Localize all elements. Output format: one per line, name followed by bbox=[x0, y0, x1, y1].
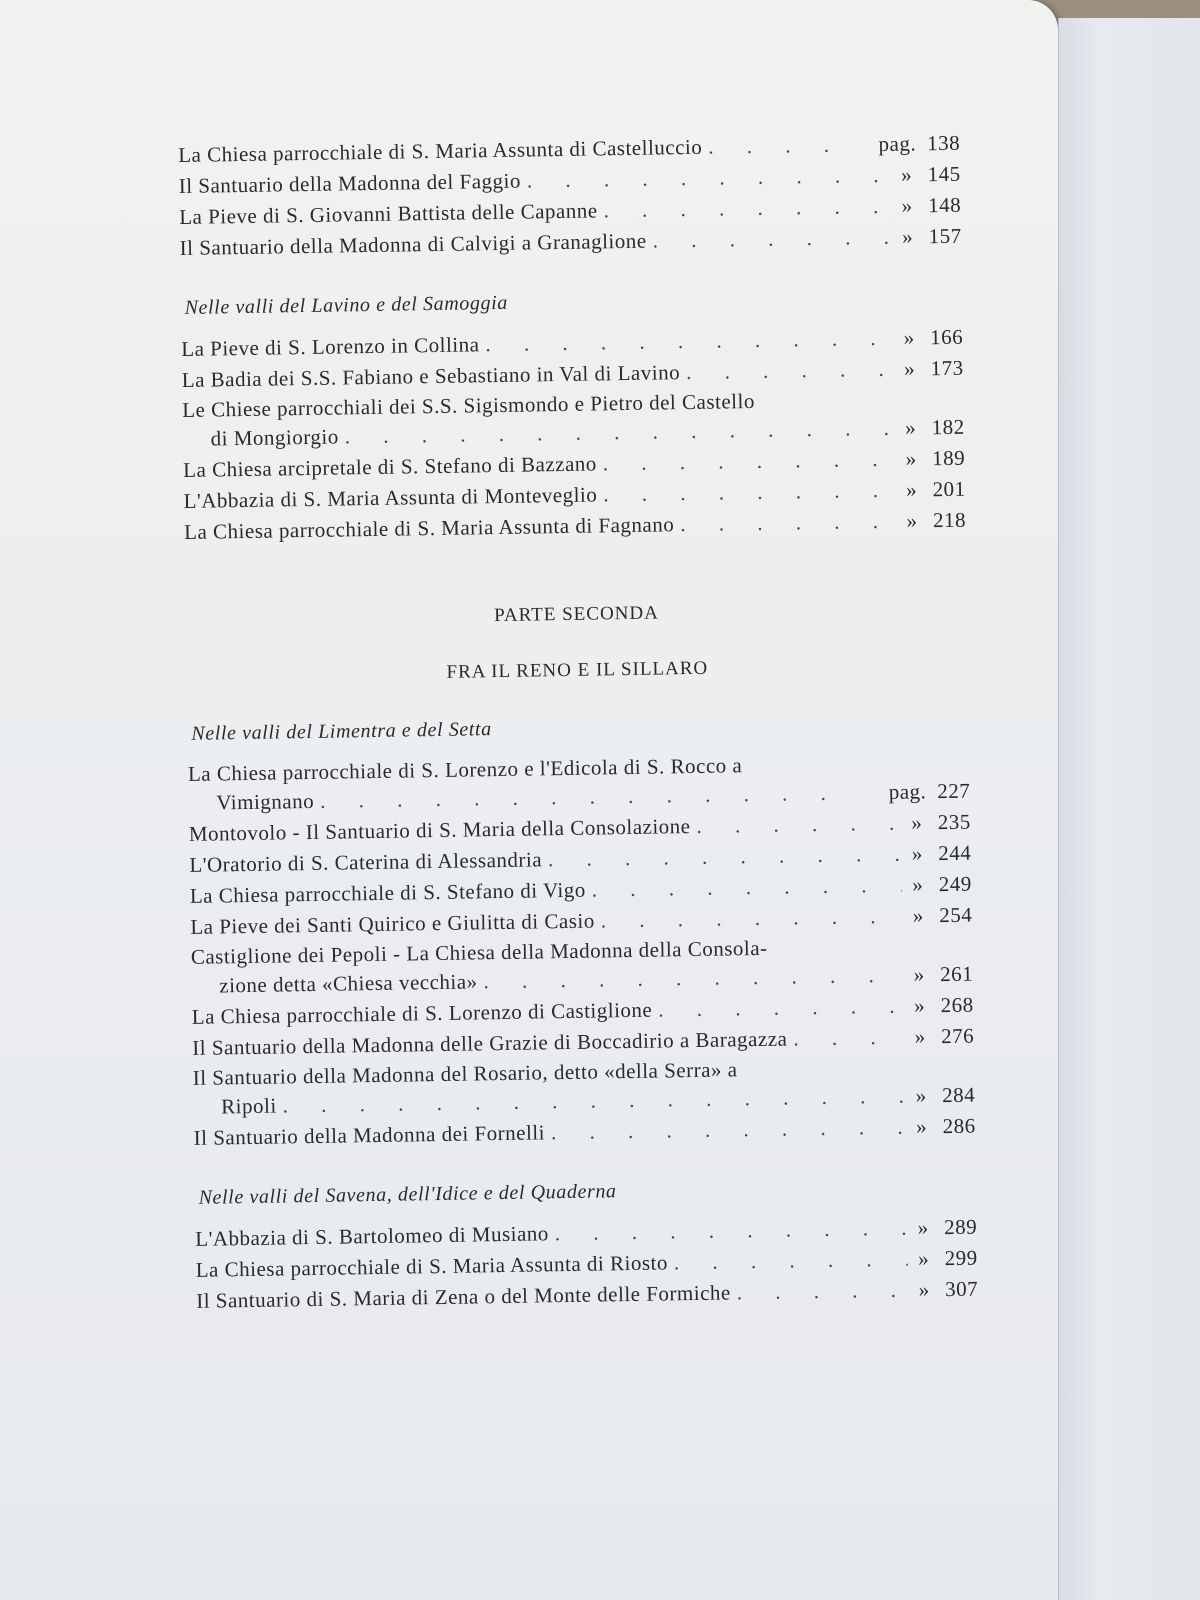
toc-entry-title: Il Santuario della Madonna di Calvigi a Granaglione bbox=[179, 228, 647, 260]
leader-dots bbox=[686, 354, 894, 388]
toc-entry-page: 166 bbox=[930, 324, 964, 350]
toc-entry-title: La Chiesa parrocchiale di S. Stefano di Vigo bbox=[189, 877, 586, 908]
toc-entry-ref: » bbox=[906, 508, 918, 533]
toc-entry-page: 307 bbox=[944, 1276, 979, 1302]
toc-entry-ref: » bbox=[901, 224, 914, 249]
toc-entry-page: 138 bbox=[926, 130, 961, 156]
toc-entry-page: 173 bbox=[930, 355, 964, 381]
toc-entry-title: zione detta «Chiesa vecchia» bbox=[219, 969, 478, 998]
toc-entry-title: L'Abbazia di S. Bartolomeo di Musiano bbox=[195, 1221, 549, 1251]
toc-entry-page: 201 bbox=[932, 476, 966, 502]
leader-dots bbox=[652, 222, 891, 257]
toc-entry-title: L'Oratorio di S. Caterina di Alessandria bbox=[189, 847, 543, 877]
toc-entry-ref: » bbox=[914, 1024, 926, 1049]
toc-entry-ref: pag. bbox=[888, 779, 927, 804]
toc-entry-page: 182 bbox=[931, 414, 965, 440]
toc-entry-title: Il Santuario della Madonna del Faggio bbox=[178, 168, 522, 198]
toc-entry-title-line1: Le Chiese parrocchiali dei S.S. Sigismondo e Pietro del Castello bbox=[182, 388, 756, 422]
toc-entry-ref: » bbox=[913, 993, 926, 1018]
leader-dots bbox=[592, 870, 903, 906]
toc-entry-title: La Chiesa parrocchiale di S. Lorenzo di Castiglione bbox=[191, 997, 653, 1029]
toc-entry-page: 286 bbox=[942, 1113, 976, 1139]
toc-group-reno-upper bbox=[178, 128, 962, 264]
section-heading-lavino: Nelle valli del Lavino e del Samoggia bbox=[184, 291, 509, 319]
toc-entry-page: 249 bbox=[938, 871, 972, 897]
toc-entry-ref: » bbox=[911, 841, 923, 866]
toc-entry-page: 289 bbox=[943, 1214, 978, 1240]
toc-entry-page: 218 bbox=[932, 507, 967, 533]
toc-entry-title: Ripoli bbox=[220, 1093, 277, 1119]
leader-dots bbox=[603, 475, 896, 511]
leader-dots bbox=[708, 130, 846, 163]
toc-entry-title: Vimignano bbox=[216, 788, 315, 815]
toc-entry-page: 254 bbox=[939, 902, 973, 928]
toc-entry-title: L'Abbazia di S. Maria Assunta di Monteveglio bbox=[183, 482, 598, 513]
toc-entry-ref: » bbox=[912, 903, 924, 928]
toc-entry-title: Montovolo - Il Santuario di S. Maria della Consolazione bbox=[188, 814, 691, 846]
toc-entry-page: 284 bbox=[941, 1082, 976, 1108]
leader-dots bbox=[736, 1275, 908, 1309]
toc-entry-title: Il Santuario della Madonna dei Fornelli bbox=[193, 1120, 546, 1150]
toc-entry-ref: » bbox=[912, 872, 924, 897]
toc-entry-ref: » bbox=[905, 477, 918, 502]
leader-dots bbox=[603, 191, 891, 227]
toc-entry-title: La Pieve di S. Giovanni Battista delle Capanne bbox=[179, 198, 598, 229]
toc-entry-title: La Chiesa arcipretale di S. Stefano di Bazzano bbox=[182, 451, 598, 482]
toc-entry-page: 145 bbox=[927, 161, 961, 187]
toc-group-limentra bbox=[188, 748, 976, 1154]
toc-entry-ref: » bbox=[903, 356, 916, 381]
toc-entry-page: 227 bbox=[937, 778, 971, 804]
leader-dots bbox=[680, 506, 896, 540]
toc-entry-page: 261 bbox=[940, 961, 974, 987]
toc-entry-ref: » bbox=[905, 446, 917, 471]
toc-entry-page: 244 bbox=[938, 840, 972, 866]
toc-entry-ref: » bbox=[903, 325, 915, 350]
toc-entry-ref: » bbox=[915, 1083, 927, 1108]
toc-entry-page: 235 bbox=[937, 809, 971, 835]
toc-entry-ref: pag. bbox=[878, 131, 917, 156]
leader-dots bbox=[674, 1244, 908, 1279]
toc-entry-ref: » bbox=[917, 1246, 930, 1271]
section-heading-limentra: Nelle valli del Limentra e del Setta bbox=[191, 718, 492, 745]
toc-entry-title: La Pieve di S. Lorenzo in Collina bbox=[181, 332, 480, 361]
leader-dots bbox=[551, 1112, 906, 1149]
leader-dots bbox=[658, 991, 904, 1026]
toc-entry-ref: » bbox=[911, 810, 923, 835]
part-title: PARTE SECONDA bbox=[493, 602, 660, 627]
next-page-edge bbox=[1058, 18, 1200, 1600]
toc-entry-ref: » bbox=[904, 415, 917, 440]
toc-entry-title: La Chiesa parrocchiale di S. Maria Assunta di Castelluccio bbox=[178, 134, 703, 167]
toc-entry-title-line1: La Chiesa parrocchiale di S. Lorenzo e l'Edicola di S. Rocco a bbox=[187, 753, 743, 786]
toc-entry-ref: » bbox=[913, 962, 925, 987]
leader-dots bbox=[603, 444, 896, 480]
toc-entry-page: 189 bbox=[931, 445, 966, 471]
toc-entry-page: 157 bbox=[928, 223, 962, 249]
toc-entry-title: Il Santuario di S. Maria di Zena o del Monte delle Formiche bbox=[196, 1280, 731, 1313]
toc-entry-title: Il Santuario della Madonna delle Grazie di Boccadirio a Baragazza bbox=[192, 1026, 788, 1060]
table-of-contents bbox=[178, 128, 978, 1317]
leader-dots bbox=[696, 808, 901, 842]
toc-entry-title: di Mongiorgio bbox=[210, 424, 339, 451]
toc-entry-page: 268 bbox=[940, 992, 974, 1018]
toc-entry-title: La Chiesa parrocchiale di S. Maria Assunta di Fagnano bbox=[183, 512, 675, 544]
toc-entry-ref: » bbox=[918, 1277, 930, 1302]
toc-group-lavino bbox=[181, 322, 966, 548]
toc-entry-page: 148 bbox=[927, 192, 962, 218]
toc-entry-ref: » bbox=[901, 193, 913, 218]
toc-entry-ref: » bbox=[900, 162, 913, 187]
leader-dots bbox=[793, 1022, 904, 1055]
toc-entry-title: La Pieve dei Santi Quirico e Giulitta di Casio bbox=[190, 908, 595, 939]
toc-entry-page: 276 bbox=[940, 1023, 975, 1049]
toc-group-savena bbox=[195, 1212, 978, 1317]
toc-entry-title-line1: Il Santuario della Madonna del Rosario, detto «della Serra» a bbox=[192, 1057, 738, 1090]
toc-entry-page: 299 bbox=[944, 1245, 978, 1271]
toc-entry-title-line1: Castiglione dei Pepoli - La Chiesa della Madonna della Consola- bbox=[190, 935, 768, 969]
leader-dots bbox=[601, 901, 903, 937]
toc-entry-title: La Chiesa parrocchiale di S. Maria Assunta di Riosto bbox=[195, 1250, 669, 1282]
toc-entry-title: La Badia dei S.S. Fabiano e Sebastiano in Val di Lavino bbox=[181, 360, 681, 392]
toc-entry-ref: » bbox=[915, 1114, 928, 1139]
section-heading-savena: Nelle valli del Savena, dell'Idice e del Quaderna bbox=[198, 1180, 617, 1209]
toc-entry-ref: » bbox=[917, 1215, 929, 1240]
part-subtitle: FRA IL RENO E IL SILLARO bbox=[446, 657, 709, 683]
